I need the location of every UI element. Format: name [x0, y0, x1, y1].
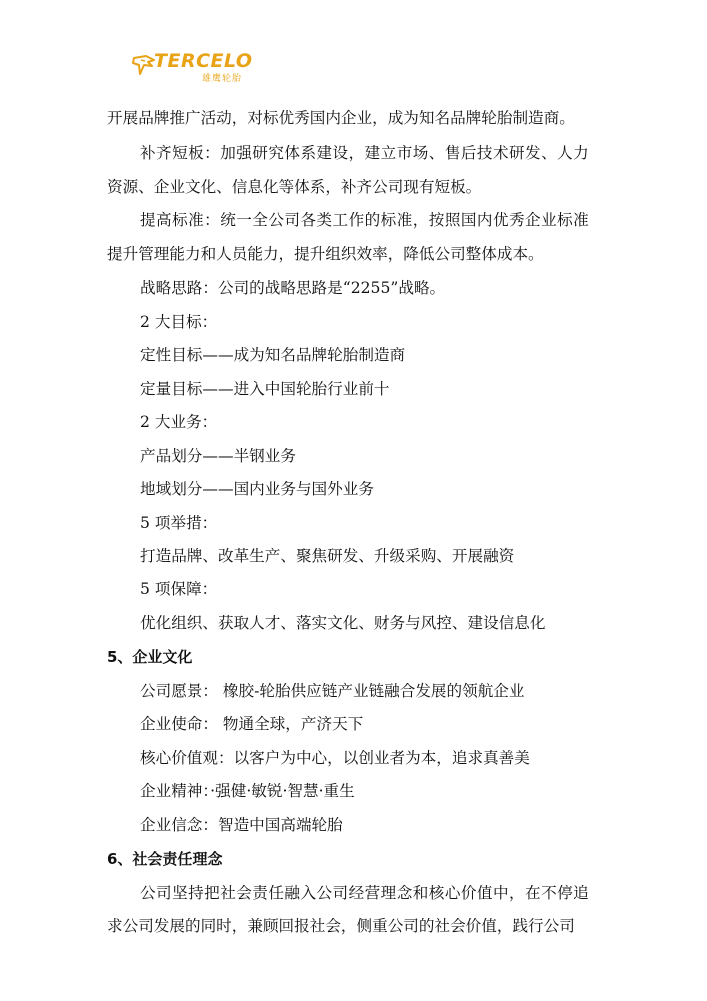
text-line: 补齐短板：加强研究体系建设，建立市场、售后技术研发、人力 [140, 144, 590, 162]
text-line: 企业信念：智造中国高端轮胎 [140, 816, 343, 834]
section-heading: 6、社会责任理念 [107, 850, 223, 868]
text-line: 定量目标——进入中国轮胎行业前十 [140, 380, 390, 398]
section-heading: 5、企业文化 [107, 648, 193, 666]
text-line: 战略思路：公司的战略思路是“2255”战略。 [140, 279, 446, 297]
text-line: 提升管理能力和人员能力，提升组织效率，降低公司整体成本。 [107, 245, 544, 263]
logo-subtitle: 雄鹰轮胎 [202, 74, 243, 84]
text-line: 开展品牌推广活动，对标优秀国内企业，成为知名品牌轮胎制造商。 [107, 109, 575, 127]
company-logo [132, 50, 262, 84]
text-line: 打造品牌、改革生产、聚焦研发、升级采购、开展融资 [140, 547, 515, 565]
text-line: 2 大目标： [140, 313, 218, 331]
text-line: 资源、企业文化、信息化等体系，补齐公司现有短板。 [107, 178, 482, 196]
logo-wordmark: TERCELO [154, 50, 253, 72]
text-line: 定性目标——成为知名品牌轮胎制造商 [140, 346, 406, 364]
text-line: 企业精神：·强健·敏锐·智慧·重生 [140, 782, 355, 800]
text-line: 优化组织、获取人才、落实文化、财务与风控、建设信息化 [140, 614, 546, 632]
text-line: 核心价值观：以客户为中心，以创业者为本，追求真善美 [140, 749, 530, 767]
text-line: 企业使命： 物通全球，产济天下 [140, 715, 364, 733]
eagle-logo-icon [132, 54, 156, 76]
text-line: 5 项举措： [140, 514, 218, 532]
text-line: 公司坚持把社会责任融入公司经营理念和核心价值中，在不停追 [140, 884, 590, 902]
text-line: 提高标准：统一全公司各类工作的标准，按照国内优秀企业标准 [140, 211, 590, 229]
text-line: 地域划分——国内业务与国外业务 [140, 480, 374, 498]
text-line: 公司愿景： 橡胶-轮胎供应链产业链融合发展的领航企业 [140, 682, 525, 700]
text-line: 2 大业务： [140, 413, 218, 431]
text-line: 产品划分——半钢业务 [140, 447, 296, 465]
text-line: 求公司发展的同时，兼顾回报社会，侧重公司的社会价值，践行公司 [107, 917, 575, 935]
text-line: 5 项保障： [140, 580, 218, 598]
